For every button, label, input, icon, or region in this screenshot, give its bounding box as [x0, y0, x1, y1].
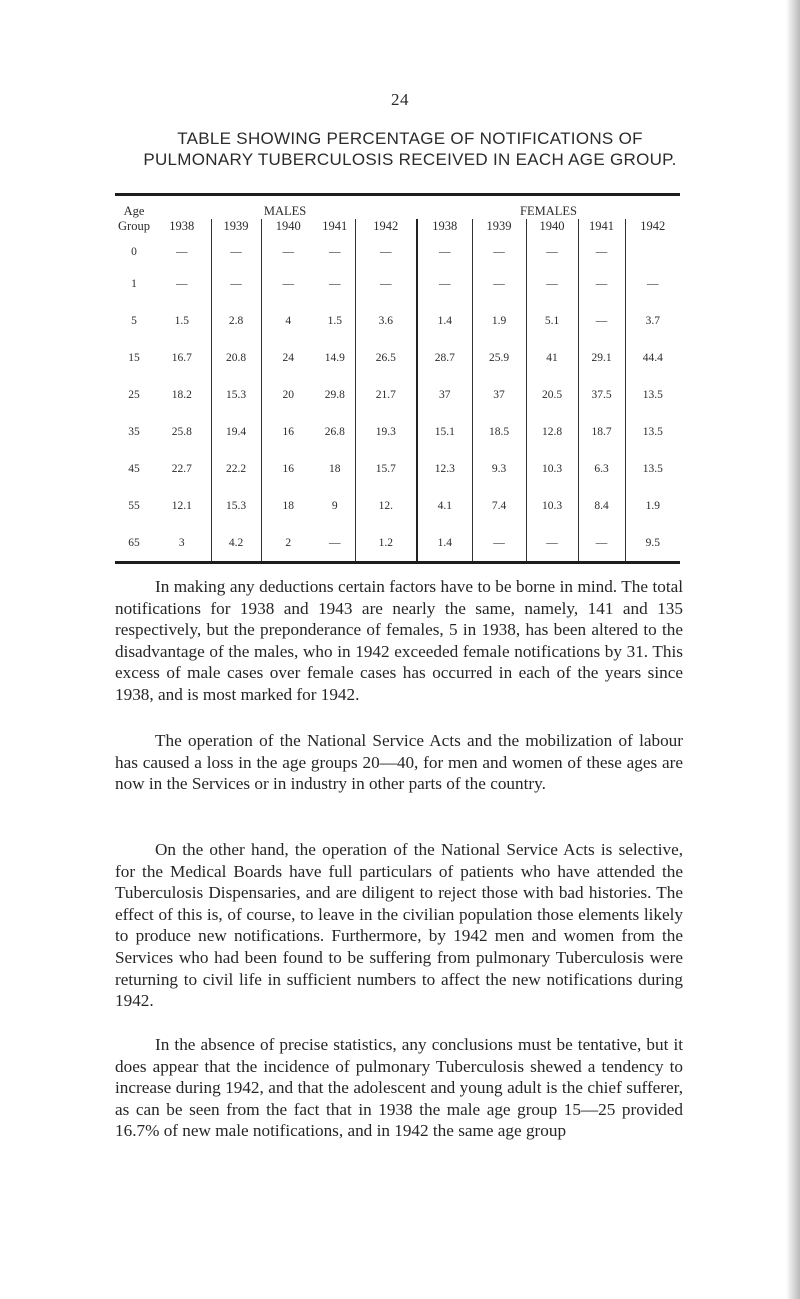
male-value-cell: 18.2 — [153, 376, 211, 413]
female-value-cell: 37.5 — [578, 376, 625, 413]
notifications-table-container — [115, 193, 680, 564]
female-value-cell: 4.1 — [417, 487, 472, 524]
male-value-cell: 25.8 — [153, 413, 211, 450]
table-row — [115, 487, 680, 524]
table-row — [115, 376, 680, 413]
age-cell: 0 — [131, 245, 137, 258]
male-value-cell: 14.9 — [315, 339, 355, 376]
female-year-header: 1941 — [578, 219, 625, 238]
female-value-cell: 1.4 — [417, 302, 472, 339]
paragraph-text: In making any deductions certain factors have to be borne in mind. The total notifications for 1938 and 1943 are nearly the same, namely, 141 and 135 respectively, but the preponderance of females, 5 in 1938, has been altered to the disadvantage of the males, who in 1942 exceeded female notifications by 31. This excess of male cases over female cases has occurred in each of the years since 1938, and is most marked for 1942. — [115, 577, 683, 704]
male-year-header: 1940 — [275, 219, 301, 233]
male-year-header: 1938 — [153, 219, 211, 238]
female-value-cell: 18.5 — [472, 413, 526, 450]
table-group-header-row — [115, 196, 680, 219]
female-value-cell: 13.5 — [642, 462, 663, 475]
male-value-cell: 24 — [282, 351, 294, 364]
male-value-cell: — — [315, 238, 355, 265]
male-value-cell: 15.3 — [211, 487, 261, 524]
group-header: Group — [118, 219, 150, 233]
male-value-cell: 19.4 — [211, 413, 261, 450]
male-value-cell: 3 — [153, 524, 211, 561]
male-value-cell: 20.8 — [211, 339, 261, 376]
female-value-cell: 6.3 — [578, 450, 625, 487]
female-value-cell: — — [578, 238, 625, 265]
male-value-cell: 1.2 — [355, 524, 417, 561]
table-row — [115, 450, 680, 487]
female-value-cell: 13.5 — [642, 388, 663, 401]
male-value-cell: — — [153, 265, 211, 302]
female-value-cell: 1.9 — [645, 499, 660, 512]
female-value-cell: 9.3 — [472, 450, 526, 487]
female-value-cell: 10.3 — [526, 487, 578, 524]
female-value-cell: — — [417, 238, 472, 265]
females-header: FEMALES — [520, 204, 577, 218]
female-value-cell: — — [472, 238, 526, 265]
age-header: Age — [123, 204, 145, 218]
female-value-cell: — — [472, 524, 526, 561]
male-year-header: 1942 — [355, 219, 417, 238]
body-paragraph — [115, 1034, 683, 1142]
male-value-cell: 16 — [282, 425, 294, 438]
male-value-cell: — — [211, 265, 261, 302]
female-value-cell: 37 — [417, 376, 472, 413]
female-value-cell: — — [417, 265, 472, 302]
female-value-cell: — — [472, 265, 526, 302]
male-year-header: 1941 — [315, 219, 355, 238]
female-value-cell: 8.4 — [578, 487, 625, 524]
male-value-cell: — — [211, 238, 261, 265]
page-edge-shadow — [786, 0, 800, 1299]
female-year-header: 1940 — [526, 219, 578, 238]
male-value-cell: 29.8 — [315, 376, 355, 413]
female-value-cell: — — [578, 302, 625, 339]
male-value-cell: — — [282, 245, 294, 258]
female-value-cell — [625, 238, 680, 265]
male-value-cell: 16.7 — [153, 339, 211, 376]
female-value-cell: 10.3 — [526, 450, 578, 487]
female-value-cell: 41 — [526, 339, 578, 376]
female-value-cell: 18.7 — [578, 413, 625, 450]
table-row — [115, 339, 680, 376]
male-value-cell: 3.6 — [355, 302, 417, 339]
male-value-cell: — — [153, 238, 211, 265]
body-paragraph — [115, 839, 683, 1012]
male-value-cell: 1.5 — [153, 302, 211, 339]
body-paragraph — [115, 576, 683, 706]
males-header: MALES — [263, 204, 307, 218]
female-value-cell: 20.5 — [526, 376, 578, 413]
female-value-cell: 25.9 — [472, 339, 526, 376]
page-number: 24 — [391, 90, 409, 109]
age-cell: 35 — [128, 425, 140, 438]
male-value-cell: — — [355, 238, 417, 265]
female-value-cell: 44.4 — [642, 351, 663, 364]
table-row — [115, 265, 680, 302]
male-value-cell: 12. — [355, 487, 417, 524]
male-value-cell: 1.5 — [315, 302, 355, 339]
male-value-cell: 20 — [282, 388, 294, 401]
female-value-cell: 3.7 — [645, 314, 660, 327]
table-row — [115, 302, 680, 339]
female-value-cell: — — [578, 265, 625, 302]
table-title-line-1: TABLE SHOWING PERCENTAGE OF NOTIFICATIONS OF — [177, 129, 643, 148]
age-cell: 55 — [128, 499, 140, 512]
paragraph-text: On the other hand, the operation of the National Service Acts is selective, for the Medical Boards have full particulars of patients who have attended the Tuberculosis Dispensaries, and are diligent to reject those with bad histories. The effect of this is, of course, to leave in the civilian population those elements likely to produce new notifications. Furthermore, by 1942 men and women from the Services who had been found to be suffering from pulmonary Tuberculosis were returning to civil life in sufficient numbers to affect the new notifications during 1942. — [115, 840, 683, 1011]
age-cell: 45 — [128, 462, 140, 475]
male-value-cell: — — [315, 265, 355, 302]
male-value-cell: 4.2 — [211, 524, 261, 561]
male-value-cell: 21.7 — [355, 376, 417, 413]
table-title — [100, 128, 720, 170]
table-row — [115, 413, 680, 450]
male-value-cell: 2 — [285, 536, 292, 549]
female-value-cell: — — [578, 524, 625, 561]
male-value-cell: 15.3 — [211, 376, 261, 413]
male-value-cell: 9 — [315, 487, 355, 524]
female-value-cell: — — [526, 238, 578, 265]
notifications-table — [115, 196, 680, 561]
male-value-cell: 12.1 — [153, 487, 211, 524]
paragraph-text: In the absence of precise statistics, any conclusions must be tentative, but it does appear that the incidence of pulmonary Tuberculosis shewed a tendency to increase during 1942, and that the adolescent and young adult is the chief sufferer, as can be seen from the fact that in 1938 the male age group 15—25 provided 16.7% of new male notifications, and in 1942 the same age group — [115, 1035, 683, 1141]
male-value-cell: 19.3 — [355, 413, 417, 450]
male-value-cell: 22.2 — [211, 450, 261, 487]
female-year-header: 1939 — [472, 219, 526, 238]
male-value-cell: 26.8 — [315, 413, 355, 450]
male-value-cell: 22.7 — [153, 450, 211, 487]
male-value-cell: — — [282, 277, 294, 290]
female-value-cell: — — [526, 265, 578, 302]
male-value-cell: 16 — [282, 462, 294, 475]
age-cell: 1 — [131, 277, 137, 290]
male-value-cell: 15.7 — [355, 450, 417, 487]
male-value-cell: 4 — [285, 314, 292, 327]
paragraph-text: The operation of the National Service Acts and the mobilization of labour has caused a loss in the age groups 20—40, for men and women of these ages are now in the Services or in industry in other parts of the country. — [115, 731, 683, 794]
age-cell: 65 — [128, 536, 140, 549]
female-value-cell: 15.1 — [417, 413, 472, 450]
female-value-cell: 1.9 — [472, 302, 526, 339]
female-value-cell: — — [647, 277, 659, 290]
female-value-cell: 12.3 — [417, 450, 472, 487]
female-value-cell: 13.5 — [642, 425, 663, 438]
female-year-header: 1938 — [417, 219, 472, 238]
female-value-cell: 7.4 — [472, 487, 526, 524]
female-value-cell: 37 — [472, 376, 526, 413]
table-row — [115, 238, 680, 265]
female-value-cell: 29.1 — [578, 339, 625, 376]
female-value-cell: 9.5 — [645, 536, 660, 549]
male-value-cell: 2.8 — [211, 302, 261, 339]
table-year-header-row — [115, 219, 680, 238]
male-value-cell: 18 — [315, 450, 355, 487]
female-value-cell: 1.4 — [417, 524, 472, 561]
age-cell: 25 — [128, 388, 140, 401]
female-value-cell: — — [526, 524, 578, 561]
table-title-line-2: PULMONARY TUBERCULOSIS RECEIVED IN EACH AGE GROUP. — [143, 150, 677, 169]
male-value-cell: — — [315, 524, 355, 561]
female-value-cell: 12.8 — [526, 413, 578, 450]
male-value-cell: 26.5 — [355, 339, 417, 376]
female-year-header: 1942 — [640, 219, 666, 233]
body-paragraph — [115, 730, 683, 795]
female-value-cell: 5.1 — [526, 302, 578, 339]
male-year-header: 1939 — [211, 219, 261, 238]
female-value-cell: 28.7 — [417, 339, 472, 376]
table-row — [115, 524, 680, 561]
age-cell: 15 — [128, 351, 140, 364]
age-cell: 5 — [131, 314, 137, 327]
male-value-cell: 18 — [282, 499, 294, 512]
male-value-cell: — — [355, 265, 417, 302]
